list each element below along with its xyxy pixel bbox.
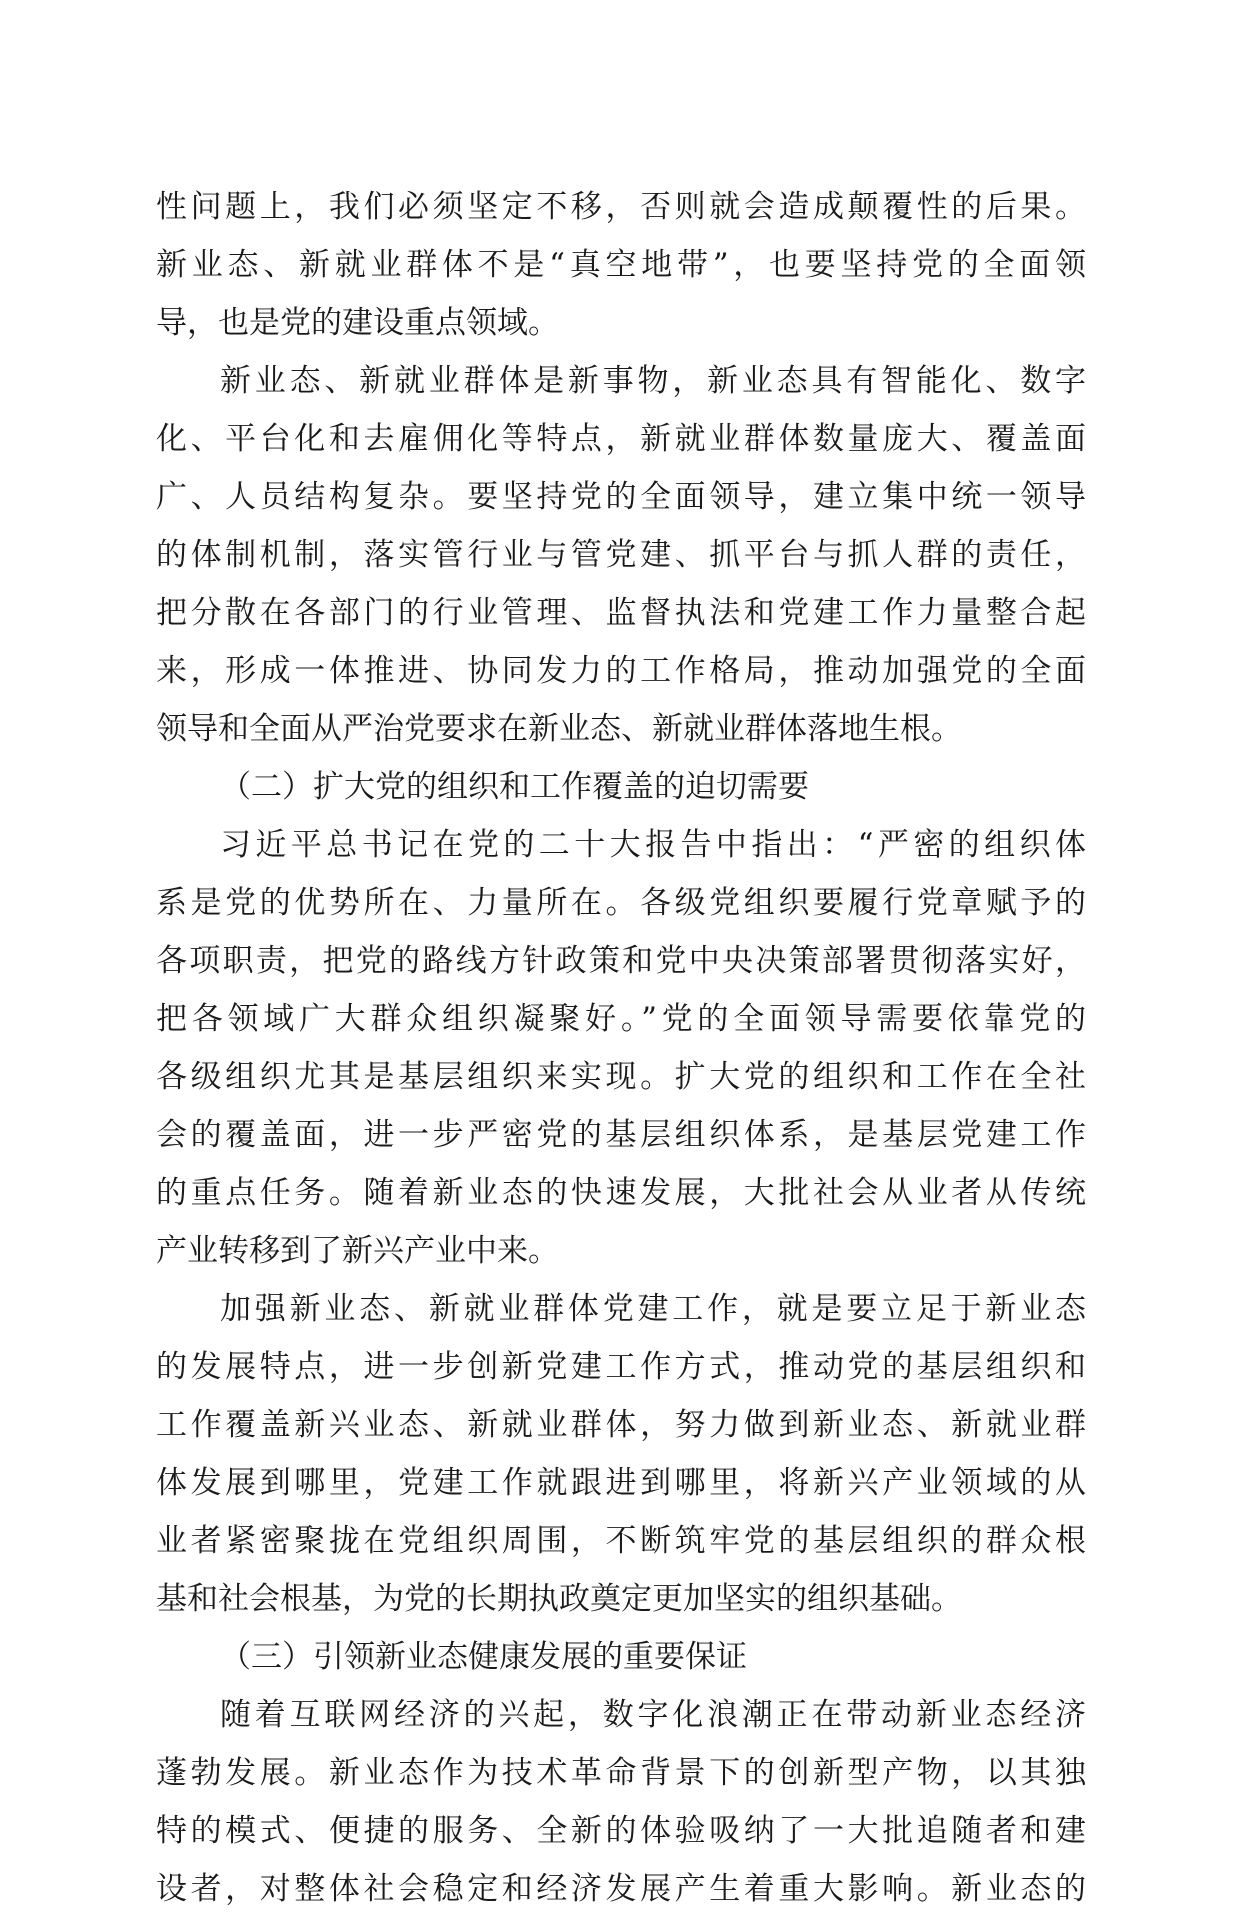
document-body [156, 178, 1086, 1918]
text-line: 业者紧密聚拢在党组织周围，不断筑牢党的基层组织的群众根 [156, 1523, 1086, 1559]
section-heading: （三）引领新业态健康发展的重要保证 [220, 1639, 747, 1675]
text-line: 各级组织尤其是基层组织来实现。扩大党的组织和工作在全社 [156, 1059, 1086, 1095]
text-line: 基和社会根基，为党的长期执政奠定更加坚实的组织基础。 [156, 1581, 962, 1617]
text-line: 各项职责，把党的路线方针政策和党中央决策部署贯彻落实好， [156, 943, 1086, 979]
text-line: 导，也是党的建设重点领域。 [156, 305, 559, 341]
text-line: 性问题上，我们必须坚定不移，否则就会造成颠覆性的后果。 [156, 189, 1086, 225]
text-line: 的重点任务。随着新业态的快速发展，大批社会从业者从传统 [156, 1175, 1086, 1211]
text-line: 会的覆盖面，进一步严密党的基层组织体系，是基层党建工作 [156, 1117, 1086, 1153]
text-line: 产业转移到了新兴产业中来。 [156, 1233, 559, 1269]
text-line: 化、平台化和去雇佣化等特点，新就业群体数量庞大、覆盖面 [156, 421, 1086, 457]
text-line: 工作覆盖新兴业态、新就业群体，努力做到新业态、新就业群 [156, 1407, 1086, 1443]
text-line: 体发展到哪里，党建工作就跟进到哪里，将新兴产业领域的从 [156, 1465, 1086, 1501]
text-line: 蓬勃发展。新业态作为技术革命背景下的创新型产物，以其独 [156, 1755, 1086, 1791]
text-line: 新业态、新就业群体不是“真空地带”，也要坚持党的全面领 [156, 247, 1086, 283]
text-line: 来，形成一体推进、协同发力的工作格局，推动加强党的全面 [156, 653, 1086, 689]
paragraph-first-line: 习近平总书记在党的二十大报告中指出：“严密的组织体 [220, 827, 1086, 863]
section-heading: （二）扩大党的组织和工作覆盖的迫切需要 [220, 769, 809, 805]
paragraph-first-line: 新业态、新就业群体是新事物，新业态具有智能化、数字 [220, 363, 1086, 399]
text-line: 系是党的优势所在、力量所在。各级党组织要履行党章赋予的 [156, 885, 1086, 921]
paragraph-first-line: 加强新业态、新就业群体党建工作，就是要立足于新业态 [220, 1291, 1086, 1327]
text-line: 广、人员结构复杂。要坚持党的全面领导，建立集中统一领导 [156, 479, 1086, 515]
paragraph-first-line: 随着互联网经济的兴起，数字化浪潮正在带动新业态经济 [220, 1697, 1086, 1733]
text-line: 把分散在各部门的行业管理、监督执法和党建工作力量整合起 [156, 595, 1086, 631]
text-line: 领导和全面从严治党要求在新业态、新就业群体落地生根。 [156, 711, 962, 747]
text-line: 设者，对整体社会稳定和经济发展产生着重大影响。新业态的 [156, 1871, 1086, 1907]
text-line: 的体制机制，落实管行业与管党建、抓平台与抓人群的责任， [156, 537, 1086, 573]
text-line: 的发展特点，进一步创新党建工作方式，推动党的基层组织和 [156, 1349, 1086, 1385]
text-line: 特的模式、便捷的服务、全新的体验吸纳了一大批追随者和建 [156, 1813, 1086, 1849]
text-line: 把各领域广大群众组织凝聚好。”党的全面领导需要依靠党的 [156, 1001, 1086, 1037]
